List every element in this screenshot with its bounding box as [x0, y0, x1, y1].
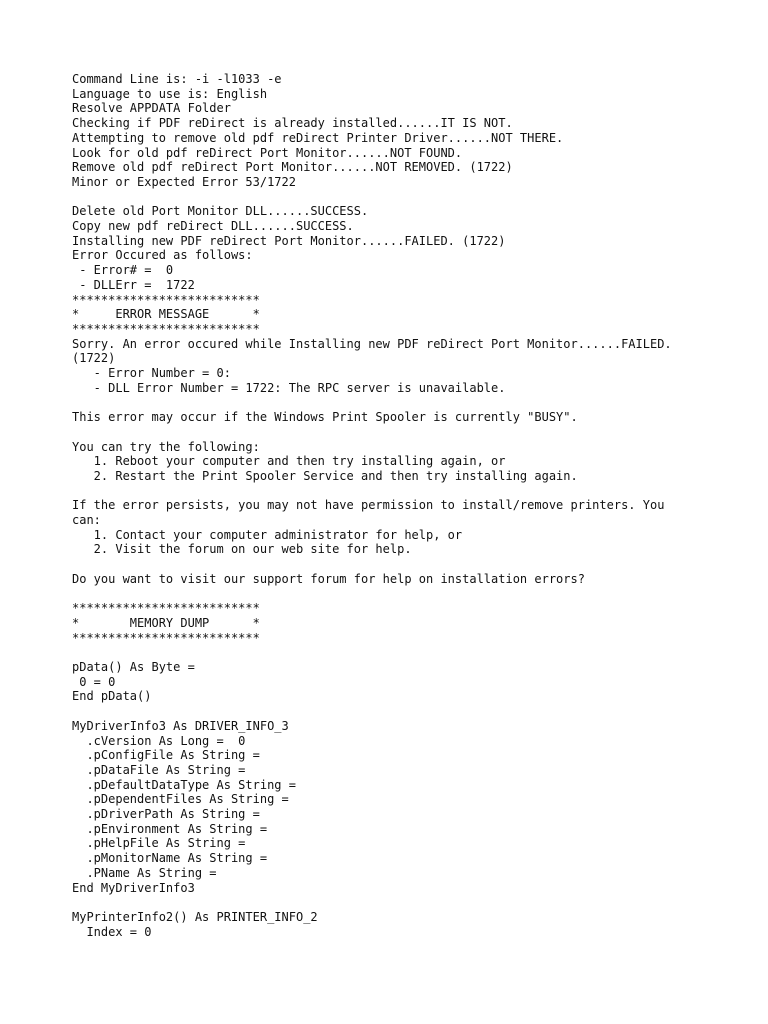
log-line: End MyDriverInfo3 — [72, 880, 195, 895]
log-line: ************************** — [72, 601, 260, 616]
log-line — [72, 190, 732, 205]
log-line: Command Line is: -i -l1033 -e — [72, 72, 282, 86]
log-line: .pDependentFiles As String = — [72, 792, 289, 807]
log-line: ************************** — [72, 630, 260, 645]
log-line: pData() As Byte = — [72, 660, 195, 675]
log-line: Delete old Port Monitor DLL......SUCCESS. — [72, 204, 369, 219]
log-line: ************************** — [72, 292, 260, 307]
log-line: .pDataFile As String = — [72, 762, 246, 777]
log-line: * MEMORY DUMP * — [72, 615, 260, 630]
log-line: Attempting to remove old pdf reDirect Printer Driver......NOT THERE. — [72, 130, 564, 145]
log-line: Remove old pdf reDirect Port Monitor......NOT REMOVED. (1722) — [72, 160, 513, 175]
log-line: MyDriverInfo3 As DRIVER_INFO_3 — [72, 718, 289, 733]
log-line — [72, 645, 732, 660]
log-line — [72, 557, 732, 572]
log-line — [72, 895, 732, 910]
log-line: Sorry. An error occured while Installing new PDF reDirect Port Monitor......FAILED. — [72, 336, 672, 351]
log-line: .pMonitorName As String = — [72, 851, 268, 866]
log-line: .PName As String = — [72, 865, 217, 880]
log-line: (1722) — [72, 351, 116, 366]
log-line: - Error Number = 0: — [72, 366, 231, 381]
log-line — [72, 395, 732, 410]
log-line: Installing new PDF reDirect Port Monitor......FAILED. (1722) — [72, 233, 506, 248]
log-line — [72, 425, 732, 440]
log-line: Copy new pdf reDirect DLL......SUCCESS. — [72, 219, 354, 234]
log-line: Minor or Expected Error 53/1722 — [72, 174, 296, 189]
log-line: Index = 0 — [72, 924, 152, 939]
install-log-text — [72, 72, 732, 939]
log-line: 1. Contact your computer administrator for help, or — [72, 527, 463, 542]
log-line: can: — [72, 513, 101, 528]
log-line: ************************** — [72, 321, 260, 336]
log-line: .pConfigFile As String = — [72, 748, 260, 763]
log-line: Language to use is: English — [72, 86, 268, 101]
log-line: 2. Restart the Print Spooler Service and then try installing again. — [72, 468, 578, 483]
log-line: This error may occur if the Windows Print Spooler is currently "BUSY". — [72, 410, 578, 425]
log-line: 1. Reboot your computer and then try installing again, or — [72, 454, 506, 469]
log-line: - Error# = 0 — [72, 263, 174, 278]
log-line: 0 = 0 — [72, 674, 116, 689]
log-line: Checking if PDF reDirect is already installed......IT IS NOT. — [72, 116, 513, 131]
log-line — [72, 704, 732, 719]
log-line: Error Occured as follows: — [72, 248, 253, 263]
log-line — [72, 587, 732, 602]
log-line: - DLLErr = 1722 — [72, 277, 195, 292]
log-line: Resolve APPDATA Folder — [72, 101, 231, 116]
log-line: Do you want to visit our support forum for help on installation errors? — [72, 571, 585, 586]
log-line: Look for old pdf reDirect Port Monitor......NOT FOUND. — [72, 145, 463, 160]
log-line: .pEnvironment As String = — [72, 821, 268, 836]
log-line — [72, 484, 732, 499]
log-line: If the error persists, you may not have permission to install/remove printers. You — [72, 498, 665, 513]
log-line: .cVersion As Long = 0 — [72, 733, 246, 748]
log-line: .pDriverPath As String = — [72, 807, 260, 822]
log-line: 2. Visit the forum on our web site for help. — [72, 542, 412, 557]
log-line: You can try the following: — [72, 439, 260, 454]
log-line: .pHelpFile As String = — [72, 836, 246, 851]
log-line: MyPrinterInfo2() As PRINTER_INFO_2 — [72, 909, 318, 924]
log-line: * ERROR MESSAGE * — [72, 307, 260, 322]
log-line: End pData() — [72, 689, 152, 704]
log-line: - DLL Error Number = 1722: The RPC server is unavailable. — [72, 380, 506, 395]
log-line: .pDefaultDataType As String = — [72, 777, 296, 792]
